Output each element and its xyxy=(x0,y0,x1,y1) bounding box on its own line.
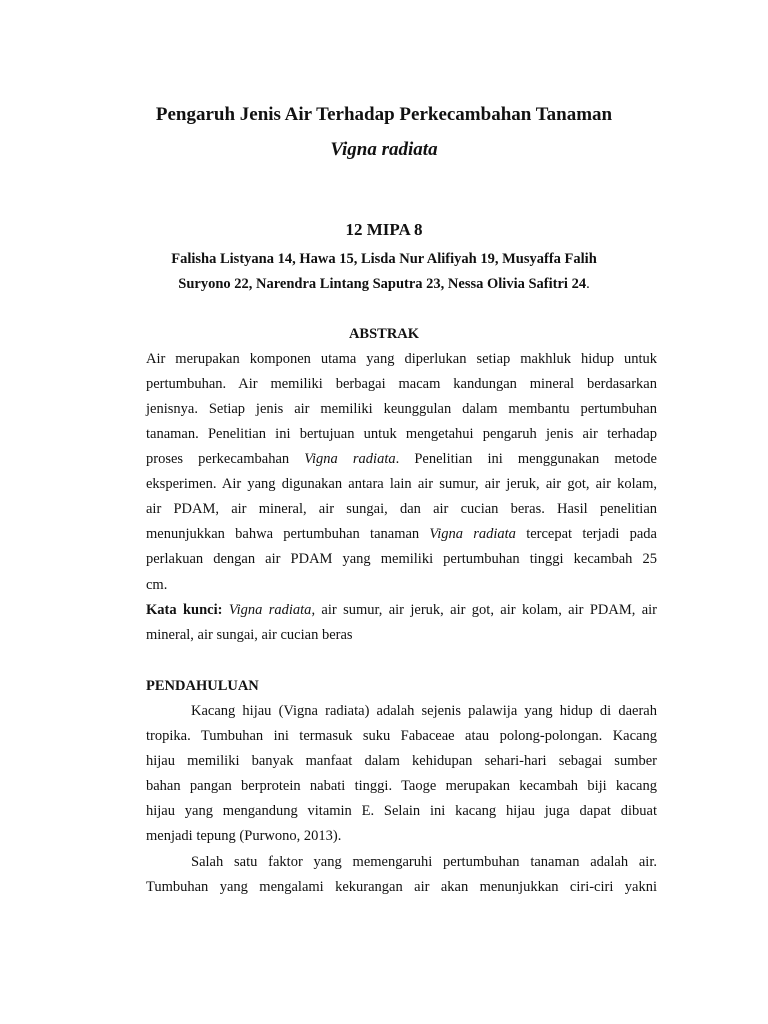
abstract-line: cm. xyxy=(146,577,168,593)
abstract-line: perlakuan dengan air PDAM yang memiliki pertumbuhan tinggi kecambah 25 xyxy=(146,551,657,567)
abstract-line: air PDAM, air mineral, air sungai, dan air cucian beras. Hasil penelitian xyxy=(146,501,657,517)
authors-line-2 xyxy=(0,274,768,294)
intro-line: Salah satu faktor yang memengaruhi pertumbuhan tanaman adalah air. xyxy=(191,854,657,870)
paper-subtitle: Vigna radiata xyxy=(330,139,438,160)
abstract-line: eksperimen. Air yang digunakan antara lain air sumur, air jeruk, air got, air kolam, xyxy=(146,476,657,492)
abstract-text: tercepat terjadi pada xyxy=(515,526,657,542)
keyword-species: Vigna radiata xyxy=(228,602,312,618)
intro-line: Kacang hijau (Vigna radiata) adalah sejenis palawija yang hidup di daerah xyxy=(191,703,657,719)
intro-heading: PENDAHULUAN xyxy=(146,678,259,694)
class-label: 12 MIPA 8 xyxy=(345,220,423,239)
intro-line: tropika. Tumbuhan ini termasuk suku Fabaceae atau polong-polongan. Kacang xyxy=(146,728,657,744)
abstract-line xyxy=(146,524,657,544)
intro-line: menjadi tepung (Purwono, 2013). xyxy=(146,828,342,844)
authors-line-1 xyxy=(0,249,768,269)
abstract-line: pertumbuhan. Air memiliki berbagai macam kandungan mineral berdasarkan xyxy=(146,376,657,392)
authors-text-2: Suryono 22, Narendra Lintang Saputra 23, Nessa Olivia Safitri 24 xyxy=(178,276,587,292)
intro-line: hijau yang mengandung vitamin E. Selain ini kacang hijau juga dapat dibuat xyxy=(146,803,657,819)
abstract-line: Air merupakan komponen utama yang diperlukan setiap makhluk hidup untuk xyxy=(146,351,657,367)
abstract-line xyxy=(146,449,657,469)
paper-title: Pengaruh Jenis Air Terhadap Perkecambahan Tanaman xyxy=(155,104,613,125)
keywords-text: , air sumur, air jeruk, air got, air kolam, air PDAM, air xyxy=(311,602,657,618)
keywords-label: Kata kunci: xyxy=(146,602,223,618)
intro-line: hijau memiliki banyak manfaat dalam kehidupan sehari-hari sebagai sumber xyxy=(146,753,657,769)
abstract-text: . Penelitian ini menggunakan metode xyxy=(395,451,657,467)
abstract-text: menunjukkan bahwa pertumbuhan tanaman xyxy=(146,526,430,542)
authors-end-punct: . xyxy=(586,276,590,292)
abstract-line: jenisnya. Setiap jenis air memiliki keunggulan dalam membantu pertumbuhan xyxy=(146,401,657,417)
authors-text-1: Falisha Listyana 14, Hawa 15, Lisda Nur Alifiyah 19, Musyaffa Falih xyxy=(171,251,597,267)
species-name: Vigna radiata xyxy=(429,526,516,542)
abstract-line: tanaman. Penelitian ini bertujuan untuk mengetahui pengaruh jenis air terhadap xyxy=(146,426,657,442)
species-name: Vigna radiata xyxy=(304,451,396,467)
keywords-line xyxy=(146,600,657,620)
keywords-line: mineral, air sungai, air cucian beras xyxy=(146,627,353,643)
abstract-heading: ABSTRAK xyxy=(348,326,420,342)
intro-line: bahan pangan berprotein nabati tinggi. Taoge merupakan kecambah biji kacang xyxy=(146,778,657,794)
intro-line: Tumbuhan yang mengalami kekurangan air akan menunjukkan ciri-ciri yakni xyxy=(146,879,657,895)
abstract-text: proses perkecambahan xyxy=(146,451,305,467)
